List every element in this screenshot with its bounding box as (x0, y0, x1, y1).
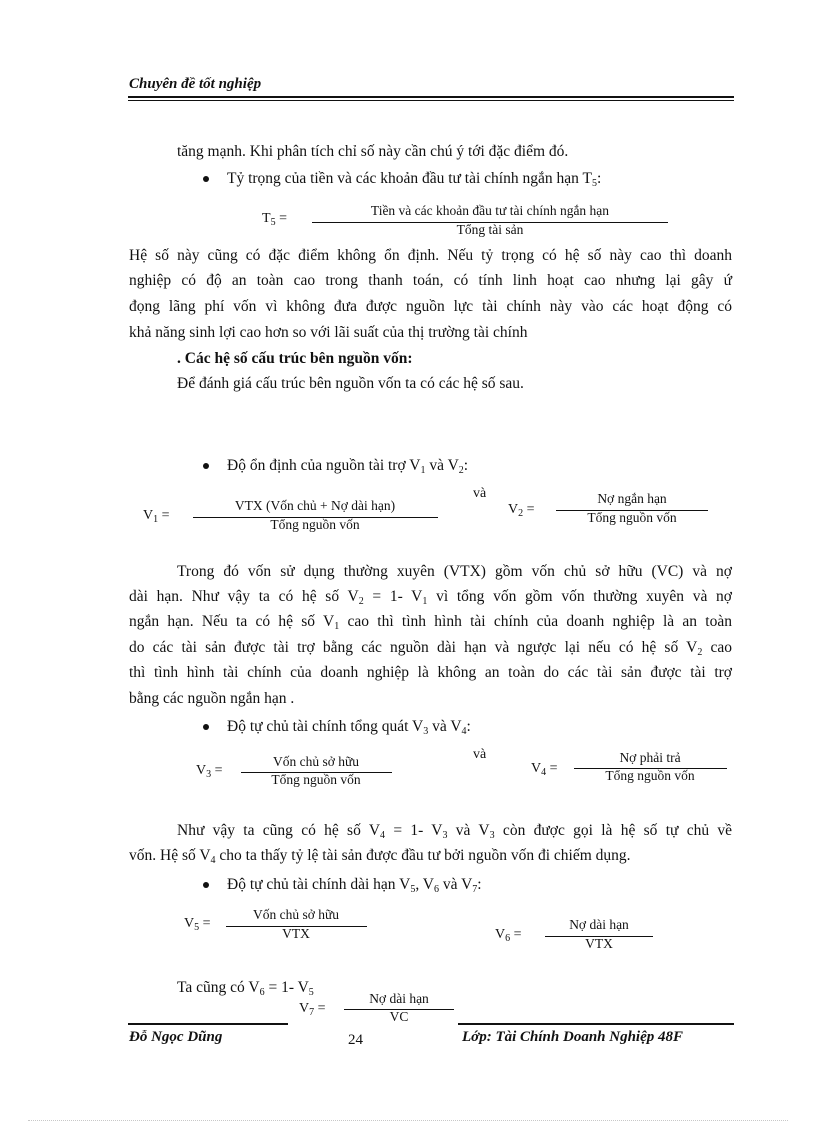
text-line: do các tài sản được tài trợ bằng các nguồn dài hạn và ngược lại nếu có hệ số $V_2$ cao (129, 639, 732, 658)
formula-t5-denominator: Tổng tài sản (456, 222, 524, 237)
formula-v4-name: $V_4$ = (531, 761, 558, 778)
page-number: 24 (348, 1032, 363, 1048)
footer-rule-left (128, 1023, 288, 1025)
text-line: đọng lãng phí vốn vì không đưa được nguồn lực tài chính này vào các hoạt động có (129, 298, 732, 315)
text-line: Để đánh giá cấu trúc bên nguồn vốn ta có các hệ số sau. (177, 375, 524, 392)
text-line: Như vậy ta cũng có hệ số $V_4 = 1-$ $V_3$ và $V_3$ còn được gọi là hệ số tự chủ về (177, 822, 732, 841)
header-title: Chuyên đề tốt nghiệp (129, 76, 262, 92)
formula-v7-denominator: VC (389, 1009, 409, 1024)
footer-author: Đỗ Ngọc Dũng (129, 1029, 223, 1045)
text-line: tăng mạnh. Khi phân tích chỉ số này cần chú ý tới đặc điểm đó. (177, 143, 569, 160)
formula-v4-denominator: Tổng nguồn vốn (605, 768, 695, 783)
formula-v6-denominator: VTX (585, 936, 613, 951)
formula-v3-numerator: Vốn chủ sở hữu (272, 754, 360, 769)
bullet-icon (203, 882, 209, 888)
formula-v7-name: $V_7$ = (299, 1001, 326, 1018)
conjunction-and: và (473, 486, 487, 501)
conjunction-and: và (473, 747, 487, 762)
text-line: Hệ số này cũng có đặc điểm không ổn định. Nếu tỷ trọng có hệ số này cao thì doanh (129, 247, 732, 264)
formula-v5-denominator: VTX (282, 926, 310, 941)
header-rule-thin (128, 100, 734, 101)
text-line: Ta cũng có $V_6 = 1-$ $V_5$ (177, 979, 314, 998)
formula-v6-name: $V_6$ = (495, 927, 522, 944)
formula-v6-numerator: Nợ dài hạn (569, 917, 629, 932)
formula-v1-name: $V_1$ = (143, 508, 170, 525)
formula-v1-denominator: Tổng nguồn vốn (270, 517, 360, 532)
formula-v2-numerator: Nợ ngắn hạn (597, 491, 667, 506)
text-line: bằng các nguồn ngắn hạn . (129, 690, 295, 707)
formula-t5-numerator: Tiền và các khoản đầu tư tài chính ngắn hạn (370, 203, 610, 218)
formula-v5-numerator: Vốn chủ sở hữu (252, 907, 340, 922)
formula-v2-name: $V_2$ = (508, 502, 535, 519)
text-line: dài hạn. Như vậy ta có hệ số $V_2 = 1-$ $V_1$ vì tổng vốn gồm vốn thường xuyên và nợ (129, 588, 732, 607)
formula-t5-name: $T_5$ = (262, 211, 287, 228)
bullet-text-v1-v2: Độ ổn định của nguồn tài trợ $V_1$ và $V_2$: (227, 457, 469, 476)
footer-class: Lớp: Tài Chính Doanh Nghiệp 48F (462, 1029, 684, 1045)
text-line: vốn. Hệ số $V_4$ cho ta thấy tỷ lệ tài sản được đầu tư bởi nguồn vốn đi chiếm dụng. (129, 847, 631, 866)
formula-v3-denominator: Tổng nguồn vốn (271, 772, 361, 787)
formula-v1-numerator: VTX (Vốn chủ + Nợ dài hạn) (234, 498, 396, 513)
text-line: Trong đó vốn sử dụng thường xuyên (VTX) gồm vốn chủ sở hữu (VC) và nợ (177, 563, 732, 580)
header-rule-thick (128, 96, 734, 98)
footer-rule-right (458, 1023, 734, 1025)
bullet-text-v5-v6-v7: Độ tự chủ tài chính dài hạn $V_5$, $V_6$ và $V_7$: (227, 876, 482, 895)
bullet-text-v3-v4: Độ tự chủ tài chính tổng quát $V_3$ và $V_4$: (227, 718, 471, 737)
bullet-icon (203, 724, 209, 730)
section-heading: . Các hệ số cấu trúc bên nguồn vốn: (177, 350, 413, 367)
formula-v4-numerator: Nợ phải trả (619, 750, 681, 765)
text-line: thì tình hình tài chính của doanh nghiệp là không an toàn do các tài sản được tài trợ (129, 664, 732, 681)
text-line: nghiệp có độ an toàn cao trong thanh toán, có tính linh hoạt cao nhưng lại gây ứ (129, 272, 732, 289)
formula-v3-name: $V_3$ = (196, 763, 223, 780)
text-line: ngắn hạn. Nếu ta có hệ số $V_1$ cao thì tình hình tài chính của doanh nghiệp là an toàn (129, 613, 732, 632)
bullet-icon (203, 463, 209, 469)
formula-v2-denominator: Tổng nguồn vốn (587, 510, 677, 525)
bullet-icon (203, 176, 209, 182)
bullet-text-t5: Tỷ trọng của tiền và các khoản đầu tư tài chính ngắn hạn $T_5$: (227, 170, 602, 189)
formula-v5-name: $V_5$ = (184, 916, 211, 933)
text-line: khả năng sinh lợi cao hơn so với lãi suất của thị trường tài chính (129, 324, 528, 341)
page-edge-dotted-line (28, 1120, 788, 1121)
formula-v7-numerator: Nợ dài hạn (369, 991, 429, 1006)
